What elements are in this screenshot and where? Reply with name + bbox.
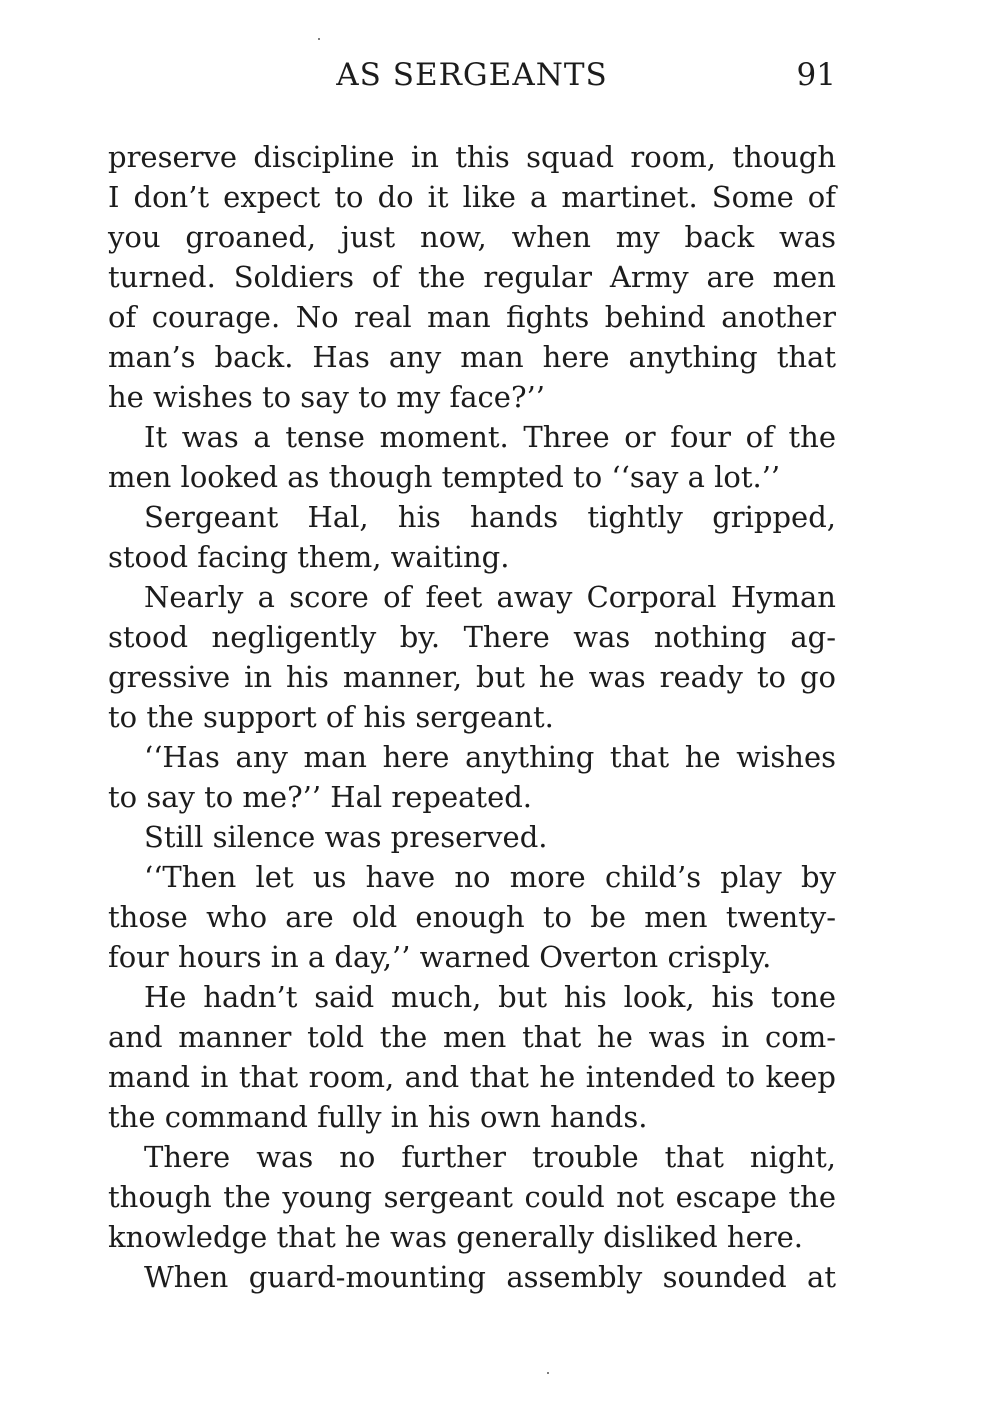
paragraph-start-line: Sergeant Hal, his hands tightly gripped, <box>144 500 836 534</box>
page-number: 91 <box>796 57 836 93</box>
paragraph-end-line: he wishes to say to my face?’’ <box>108 380 545 414</box>
running-header <box>108 55 836 95</box>
paragraph-end-line: to say to me?’’ Hal repeated. <box>108 780 533 814</box>
text-line: man’s back. Has any man here anything that <box>108 340 836 374</box>
text-line: though the young sergeant could not escape the <box>108 1180 836 1214</box>
paragraph-start-line: There was no further trouble that night, <box>144 1140 836 1174</box>
paragraph-start-line: ‘‘Has any man here anything that he wishes <box>144 740 836 774</box>
paragraph-start-line: Nearly a score of feet away Corporal Hyman <box>144 580 836 614</box>
text-line: of courage. No real man fights behind another <box>108 300 836 334</box>
paragraph-end-line: men looked as though tempted to ‘‘say a lot.’’ <box>108 460 781 494</box>
paragraph-end-line: to the support of his sergeant. <box>108 700 554 734</box>
paragraph-start-line: ‘‘Then let us have no more child’s play by <box>144 860 836 894</box>
page-body <box>108 137 836 1297</box>
text-line: I don’t expect to do it like a martinet. Some of <box>108 180 836 214</box>
text-line: gressive in his manner, but he was ready to go <box>108 660 836 694</box>
running-title: AS SERGEANTS <box>336 57 608 93</box>
paragraph-start-line: When guard-mounting assembly sounded at <box>144 1260 836 1294</box>
paragraph-end-line: the command fully in his own hands. <box>108 1100 648 1134</box>
text-line: mand in that room, and that he intended to keep <box>108 1060 836 1094</box>
paragraph-start-line: It was a tense moment. Three or four of the <box>144 420 836 454</box>
text-line: those who are old enough to be men twenty- <box>108 900 836 934</box>
paragraph-end-line: knowledge that he was generally disliked here. <box>108 1220 803 1254</box>
paragraph-end-line: stood facing them, waiting. <box>108 540 510 574</box>
text-line: preserve discipline in this squad room, though <box>108 140 836 174</box>
text-line: and manner told the men that he was in com- <box>108 1020 836 1054</box>
text-line: turned. Soldiers of the regular Army are men <box>108 260 836 294</box>
text-line: stood negligently by. There was nothing ag- <box>108 620 836 654</box>
ink-speck-bottom <box>547 1372 549 1374</box>
ink-speck-top <box>318 38 320 40</box>
paragraph-line: Still silence was preserved. <box>144 820 548 854</box>
text-line: you groaned, just now, when my back was <box>108 220 836 254</box>
paragraph-end-line: four hours in a day,’’ warned Overton crisply. <box>108 940 772 974</box>
paragraph-start-line: He hadn’t said much, but his look, his tone <box>144 980 836 1014</box>
